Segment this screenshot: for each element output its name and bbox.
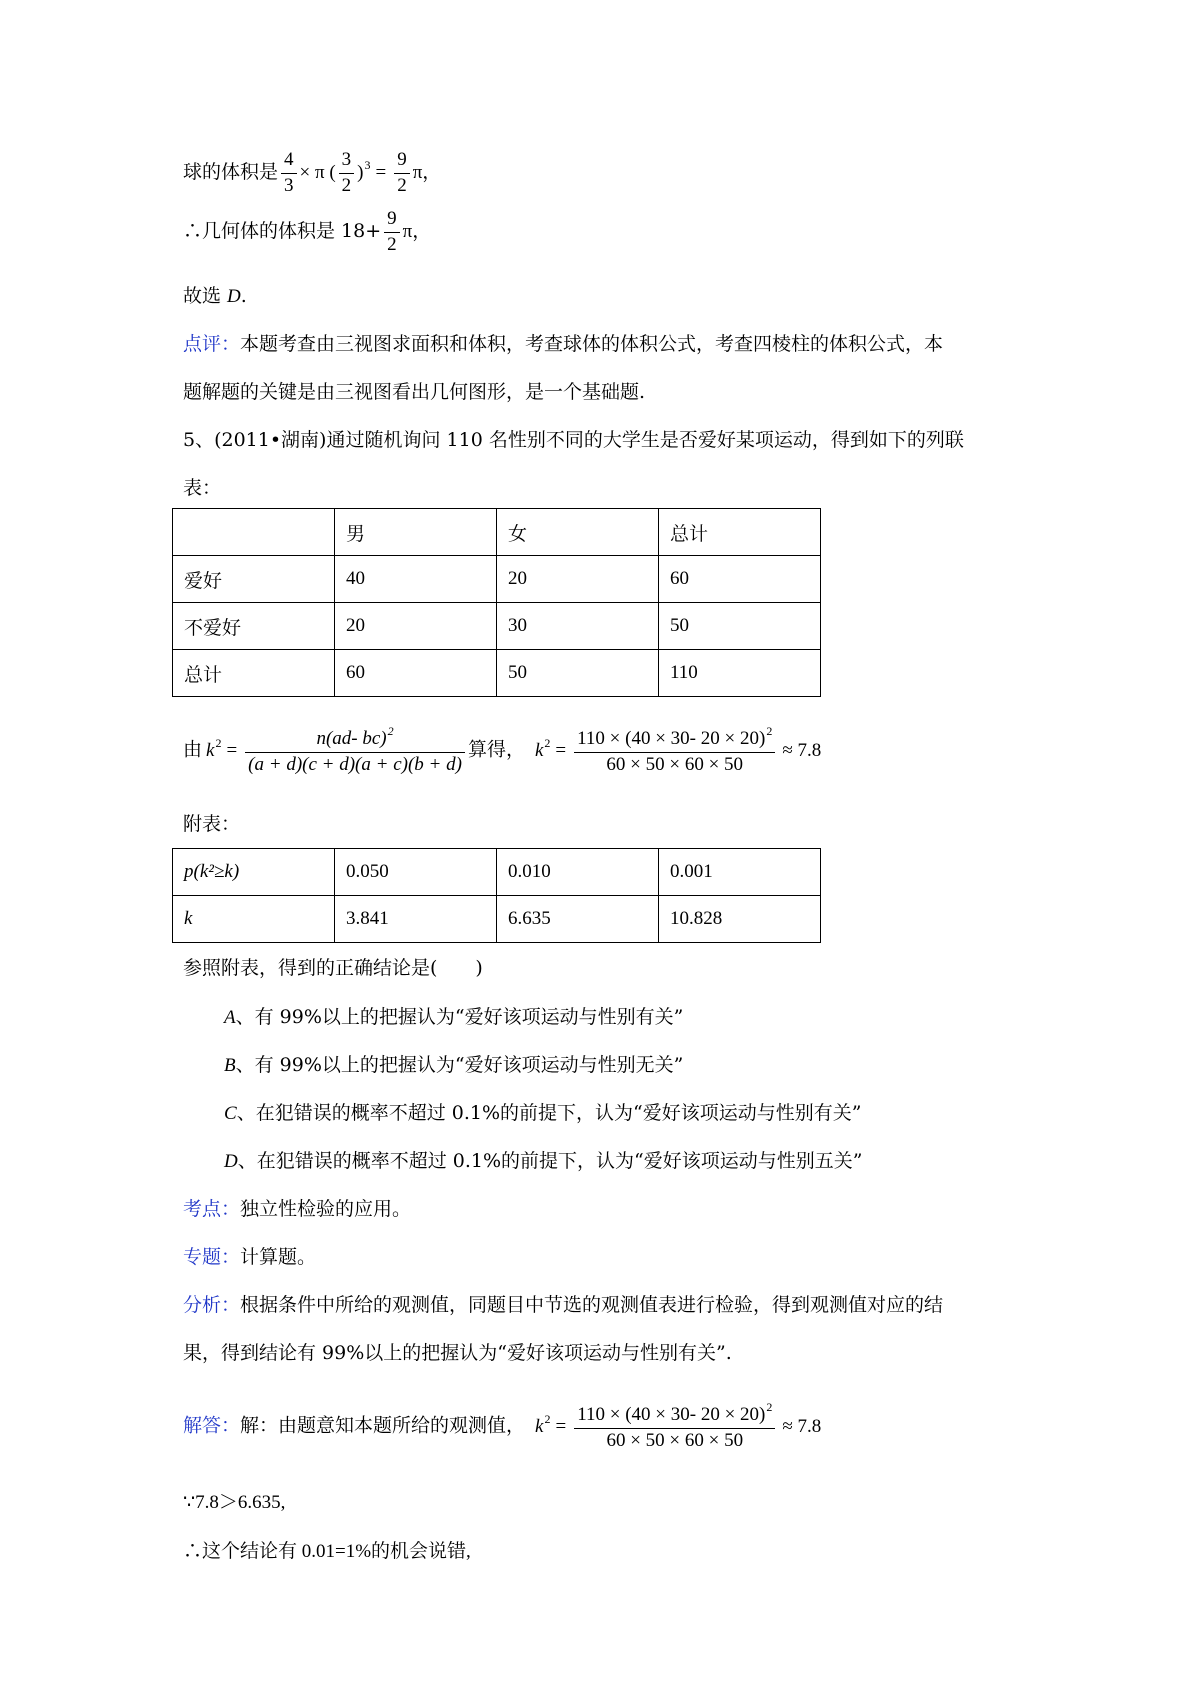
question-5-stem-2: 表： — [183, 477, 222, 499]
table-cell: 男 — [335, 509, 497, 556]
fenxi-line-1: 分析：根据条件中所给的观测值，同题目中节选的观测值表进行检验，得到观测值对应的结 — [183, 1294, 944, 1316]
review-line-2: 题解题的关键是由三视图看出几何图形，是一个基础题. — [183, 381, 646, 403]
sphere-volume-label: 球的体积是 — [183, 161, 279, 184]
total-volume-line: ∴几何体的体积是 18+ $\frac{9}{2}$ π， — [183, 207, 431, 257]
option-b: B、有 99%以上的把握认为“爱好该项运动与性别无关” — [224, 1054, 684, 1076]
table-cell: 30 — [497, 603, 659, 650]
table-row — [173, 849, 821, 896]
k-square-formula: 由 $k^2$ = $\frac{n(ad- bc)^2}{(a + d)(c + d)(a + c)(b + d)}$ 算得， $k^2$ = $\frac{110 \times (40 \times 30- 20 \times 20)^2}{60 \times 50 \times 60 \times 50}$ ≈ 7.8 — [183, 724, 821, 777]
table-row — [173, 603, 821, 650]
table-cell: 60 — [659, 556, 821, 603]
table-cell — [173, 509, 335, 556]
fraction-9-2: $\frac{9}{2}$ — [394, 148, 410, 198]
question-5-stem-1: 5、(2011•湖南)通过随机询问 110 名性别不同的大学生是否爱好某项运动，得到如下的列联 — [183, 429, 964, 451]
therefore-line: ∴这个结论有 0.01=1%的机会说错, — [183, 1541, 471, 1562]
option-d: D、在犯错误的概率不超过 0.1%的前提下，认为“爱好该项运动与性别五关” — [224, 1150, 863, 1172]
table-cell: 60 — [335, 650, 497, 697]
zhuanti-line: 专题：计算题。 — [183, 1246, 317, 1268]
zhuanti-label: 专题： — [183, 1246, 241, 1268]
table-cell: 0.010 — [497, 849, 659, 896]
review-label: 点评： — [183, 333, 241, 355]
question-prompt: 参照附表，得到的正确结论是( ) — [183, 957, 483, 979]
table-cell: 110 — [659, 650, 821, 697]
table-cell: p(k²≥k) — [173, 849, 335, 896]
fenxi-line-2: 果，得到结论有 99%以上的把握认为“爱好该项运动与性别有关”. — [183, 1342, 732, 1364]
table-cell: 总计 — [659, 509, 821, 556]
table-row — [173, 556, 821, 603]
answer-letter: D — [227, 286, 241, 307]
table-row — [173, 896, 821, 943]
table-cell: 3.841 — [335, 896, 497, 943]
table-row — [173, 650, 821, 697]
table-cell: 0.001 — [659, 849, 821, 896]
table-row — [173, 509, 821, 556]
kaodian-line: 考点：独立性检验的应用。 — [183, 1198, 412, 1220]
option-c: C、在犯错误的概率不超过 0.1%的前提下，认为“爱好该项运动与性别有关” — [224, 1102, 862, 1124]
fraction-4-3: $\frac{4}{3}$ — [281, 148, 297, 198]
table-cell: 10.828 — [659, 896, 821, 943]
option-a: A、有 99%以上的把握认为“爱好该项运动与性别有关” — [224, 1006, 684, 1028]
table-cell: 40 — [335, 556, 497, 603]
table-cell: 不爱好 — [173, 603, 335, 650]
table-cell: 爱好 — [173, 556, 335, 603]
kaodian-label: 考点： — [183, 1198, 241, 1220]
fenxi-label: 分析： — [183, 1294, 241, 1316]
table-cell: 6.635 — [497, 896, 659, 943]
critical-value-table — [172, 848, 821, 943]
because-line: ∵7.8＞6.635, — [183, 1492, 286, 1513]
table-cell: 0.050 — [335, 849, 497, 896]
table-cell: 总计 — [173, 650, 335, 697]
table-cell: k — [173, 896, 335, 943]
fraction-3-2: $\frac{3}{2}$ — [339, 148, 355, 198]
k-square-value-fraction: $\frac{110 \times (40 \times 30- 20 \times 20)^2}{60 \times 50 \times 60 \times 50}$ — [574, 1400, 775, 1453]
appendix-label: 附表： — [183, 813, 241, 835]
review-line-1: 点评：本题考查由三视图求面积和体积，考查球体的体积公式，考查四棱柱的体积公式，本 — [183, 333, 944, 355]
table-cell: 50 — [659, 603, 821, 650]
table-cell: 20 — [335, 603, 497, 650]
sphere-volume-line: 球的体积是 $\frac{4}{3}$ × π ( $\frac{3}{2}$ )$^3$ = $\frac{9}{2}$ π， — [183, 148, 441, 198]
k-square-fraction: $\frac{n(ad- bc)^2}{(a + d)(c + d)(a + c)(b + d)}$ — [245, 724, 465, 777]
answer-line: 故选 D. — [183, 285, 247, 307]
fraction-9-2: $\frac{9}{2}$ — [384, 207, 400, 257]
jieda-label: 解答： — [183, 1414, 241, 1437]
contingency-table — [172, 508, 821, 697]
jieda-line: 解答：解：由题意知本题所给的观测值， $k^2$ = $\frac{110 \times (40 \times 30- 20 \times 20)^2}{60 \times 50 \times 60 \times 50}$ ≈ 7.8 — [183, 1400, 821, 1453]
k-square-value-fraction: $\frac{110 \times (40 \times 30- 20 \times 20)^2}{60 \times 50 \times 60 \times 50}$ — [574, 724, 775, 777]
table-cell: 女 — [497, 509, 659, 556]
table-cell: 50 — [497, 650, 659, 697]
table-cell: 20 — [497, 556, 659, 603]
